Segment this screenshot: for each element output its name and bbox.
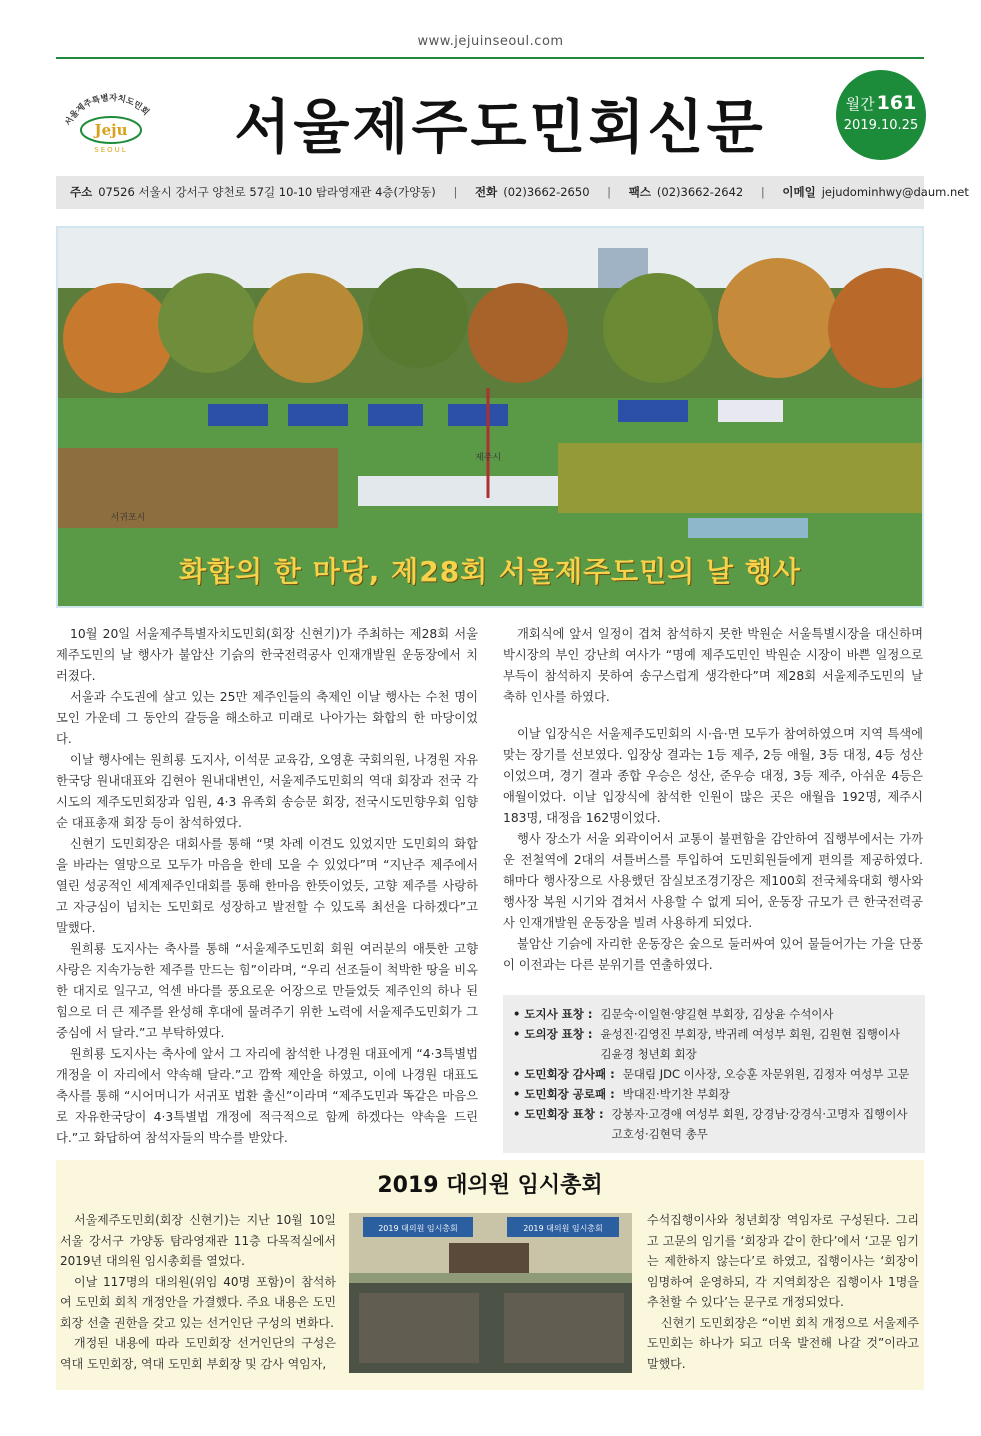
award-label: • 도민회장 감사패 : [513, 1067, 615, 1081]
newspaper-title: 서울제주도민회신문 [234, 93, 766, 161]
meeting-article-right [647, 1210, 919, 1374]
email-value[interactable]: jejudominhwy@daum.net [821, 185, 969, 199]
award-names-cont: 김윤경 청년회 회장 [600, 1047, 697, 1061]
article-paragraph: 서울제주도민회(회장 신현기)는 지난 10월 10일 서울 강서구 가양동 탐라영재관 11층 다목적실에서 2019년 대의원 임시총회를 열었다. [60, 1213, 336, 1268]
award-label: • 도의장 표창 : [513, 1027, 593, 1041]
main-headline: 화합의 한 마당, 제28회 서울제주도민의 날 행사 [179, 555, 801, 588]
article-paragraph: 원희룡 도지사는 축사에 앞서 그 자리에 참석한 나경원 대표에게 “4·3특별법 개정을 이 자리에서 약속해 달라.”고 깜짝 제안을 하였고, 이에 나경원 대표도 축사를 통해 “시어머니가 서귀포 법환 출신”이라며 “제주도민과 똑같은 마음으로 자유한국당이 4·3특별법 개정에 적극적으로 함께 하겠다는 약속을 드린다.”고 화답하여 참석자들의 박수를 받았다. [56, 1047, 478, 1145]
meeting-article-left [60, 1210, 336, 1374]
address-value: 07526 서울시 강서구 양천로 57길 10-10 탐라영재관 4층(가양동) [98, 185, 436, 199]
logo-sub: SEOUL [94, 146, 128, 154]
photo-sign-jeju: 제주시 [474, 453, 502, 463]
phone-label: 전화 [475, 185, 498, 199]
article-paragraph: 이날 입장식은 서울제주도민회의 시·읍·면 모두가 참여하였으며 지역 특색에 맞는 장기를 선보였다. 입장상 결과는 1등 제주, 2등 애월, 3등 대정, 4등 성산이었으며, 경기 결과 종합 우승은 성산, 준우승 대정, 3등 제주, 아쉬운 4등은 애월이었다. 이날 입장식에 참석한 인원이 많은 곳은 애월읍 192명, 제주시 183명, 대정읍 162명이었다. [503, 727, 923, 825]
article-paragraph: 신현기 도민회장은 대회사를 통해 “몇 차례 이견도 있었지만 도민회의 화합을 바라는 열망으로 모두가 마음을 한데 모을 수 있었다”며 “지난주 제주에서 열린 성공적인 세계제주인대회를 통해 한마음 한뜻이었듯, 고향 제주를 사랑하고 자긍심이 넘치는 도민회로 성장하고 발전할 수 있도록 최선을 다하겠다”고 말했다. [56, 837, 478, 935]
phone-value: (02)3662-2650 [503, 185, 590, 199]
awards-list [503, 995, 925, 1153]
website-url[interactable]: www.jejuinseoul.com [417, 34, 564, 49]
photo-sign-seogwipo: 서귀포시 [110, 513, 146, 523]
logo-word: Jeju [94, 121, 128, 139]
meeting-banner-left: 2019 대의원 임시총회 [378, 1224, 458, 1233]
award-names: 박대진·박기찬 부회장 [622, 1087, 731, 1101]
article-paragraph: 이날 행사에는 원희룡 도지사, 이석문 교육감, 오영훈 국회의원, 나경원 자유한국당 원내대표와 김현아 원내대변인, 서울제주도민회의 역대 회장과 전국 각 시도의 제주도민회장과 임원, 4·3 유족회 송승문 회장, 전국시도민향우회 임향순 대표총재 회장 등이 참석하였다. [56, 753, 478, 830]
award-names-cont: 고호성·김현덕 총무 [611, 1127, 708, 1141]
article-paragraph: 서울과 수도권에 살고 있는 25만 제주인들의 축제인 이날 행사는 수천 명이 모인 가운데 그 동안의 갈등을 해소하고 미래로 나아가는 화합의 한 마당이었다. [56, 690, 478, 746]
meeting-photo-illustration [349, 1213, 632, 1373]
meeting-article-title: 2019 대의원 임시총회 [377, 1173, 603, 1198]
contact-info-bar: 주소 07526 서울시 강서구 양천로 57길 10-10 탐라영재관 4층(가양동) | 전화 (02)3662-2650 | 팩스 (02)3662-2642 | 이메일 jejudominhwy@daum.net [56, 176, 924, 209]
article-left-column [56, 624, 478, 1149]
award-item [513, 1024, 915, 1064]
meeting-banner-right: 2019 대의원 임시총회 [523, 1224, 603, 1233]
article-paragraph: 원희룡 도지사는 축사를 통해 “서울제주도민회 회원 여러분의 애틋한 고향 사랑은 지속가능한 제주를 만드는 힘”이라며, “우리 선조들이 척박한 땅을 비옥한 대지로 일구고, 억센 바다를 풍요로운 어장으로 만들었듯 제주인의 하나 된 힘으로 더 큰 제주를 완성해 후대에 물려주기 위한 노력에 서울제주도민회가 그 중심에 서 달라.”고 부탁하였다. [56, 942, 478, 1040]
email-label: 이메일 [782, 185, 816, 199]
award-names: 강봉자·고경애 여성부 회원, 강경남·강경식·고명자 집행이사 [611, 1107, 908, 1121]
issue-date: 2019.10.25 [843, 118, 919, 133]
article-paragraph: 행사 장소가 서울 외곽이어서 교통이 불편함을 감안하여 집행부에서는 가까운 전철역에 2대의 셔틀버스를 투입하여 도민회원들에게 편의를 제공하였다. 해마다 행사장으로 사용했던 잠실보조경기장은 제100회 전국체육대회 행사와 행사장 복원 시기와 겹쳐서 사용할 수 없게 되어, 운동장 규모가 큰 한국전력공사 인재개발원 운동장을 빌려 사용하게 되었다. [503, 832, 923, 930]
logo-arc-text: 서울제주특별자치도민회 [63, 93, 151, 128]
issue-prefix: 월간 [845, 95, 875, 113]
award-label: • 도민회장 표창 : [513, 1107, 604, 1121]
award-label: • 도민회장 공로패 : [513, 1087, 615, 1101]
article-paragraph: 이날 117명의 대의원(위임 40명 포함)이 참석하여 도민회 회칙 개정안을 가결했다. 주요 내용은 도민회장 선출 권한을 갖고 있는 선거인단 구성의 변화다. [60, 1274, 336, 1330]
award-label: • 도지사 표창 : [513, 1007, 593, 1021]
fax-label: 팩스 [628, 185, 651, 199]
issue-badge [836, 70, 926, 160]
award-names: 윤성진·김영진 부회장, 박귀레 여성부 회원, 김원현 집행이사 [600, 1027, 901, 1041]
article-paragraph: 개정된 내용에 따라 도민회장 선거인단의 구성은 역대 도민회장, 역대 도민회 부회장 및 감사 역임자, [60, 1336, 336, 1371]
award-names: 김문숙·이일현·양길현 부회장, 김상윤 수석이사 [600, 1007, 834, 1021]
paragraph-gap [503, 708, 923, 724]
article-paragraph: 신현기 도민회장은 “이번 회칙 개정으로 서울제주도민회는 하나가 되고 더욱 발전해 나갈 것”이라고 말했다. [647, 1315, 919, 1371]
article-paragraph: 10월 20일 서울제주특별자치도민회(회장 신현기)가 주최하는 제28회 서울제주도민의 날 행사가 불암산 기슭의 한국전력공사 인재개발원 운동장에서 치러졌다. [56, 627, 478, 683]
article-paragraph: 개회식에 앞서 일정이 겹쳐 참석하지 못한 박원순 서울특별시장을 대신하며 박시장의 부인 강난희 여사가 “명예 제주도민인 박원순 시장이 바쁜 일정으로 부득이 참석하지 못하여 송구스럽게 생각한다”며 제28회 서울제주도민의 날 축하 인사를 하였다. [503, 627, 923, 704]
meeting-photo [349, 1213, 632, 1373]
award-item [513, 1004, 915, 1024]
jeju-seoul-logo [56, 84, 166, 154]
award-item [513, 1064, 915, 1084]
award-item [513, 1084, 915, 1104]
top-rule [56, 57, 924, 59]
award-names: 문대림 JDC 이사장, 오승훈 자문위원, 김정자 여성부 고문 [622, 1067, 910, 1081]
address-label: 주소 [70, 185, 93, 199]
article-paragraph: 수석집행이사와 청년회장 역임자로 구성된다. 그리고 고문의 임기를 ‘회장과 같이 한다’에서 ‘고문 임기는 제한하지 않는다’로 하였고, 집행이사는 ‘회장이 임명하여 운영하되, 각 지역회장은 집행이사 1명을 추천할 수 있다’는 문구로 개정되었다. [647, 1213, 919, 1309]
award-item [513, 1104, 915, 1144]
article-paragraph: 불암산 기슭에 자리한 운동장은 숲으로 둘러싸여 있어 물들어가는 가을 단풍이 이전과는 다른 분위기를 연출하였다. [503, 937, 923, 972]
issue-number: 161 [876, 92, 917, 114]
fax-value: (02)3662-2642 [656, 185, 744, 199]
article-right-column [503, 624, 923, 976]
